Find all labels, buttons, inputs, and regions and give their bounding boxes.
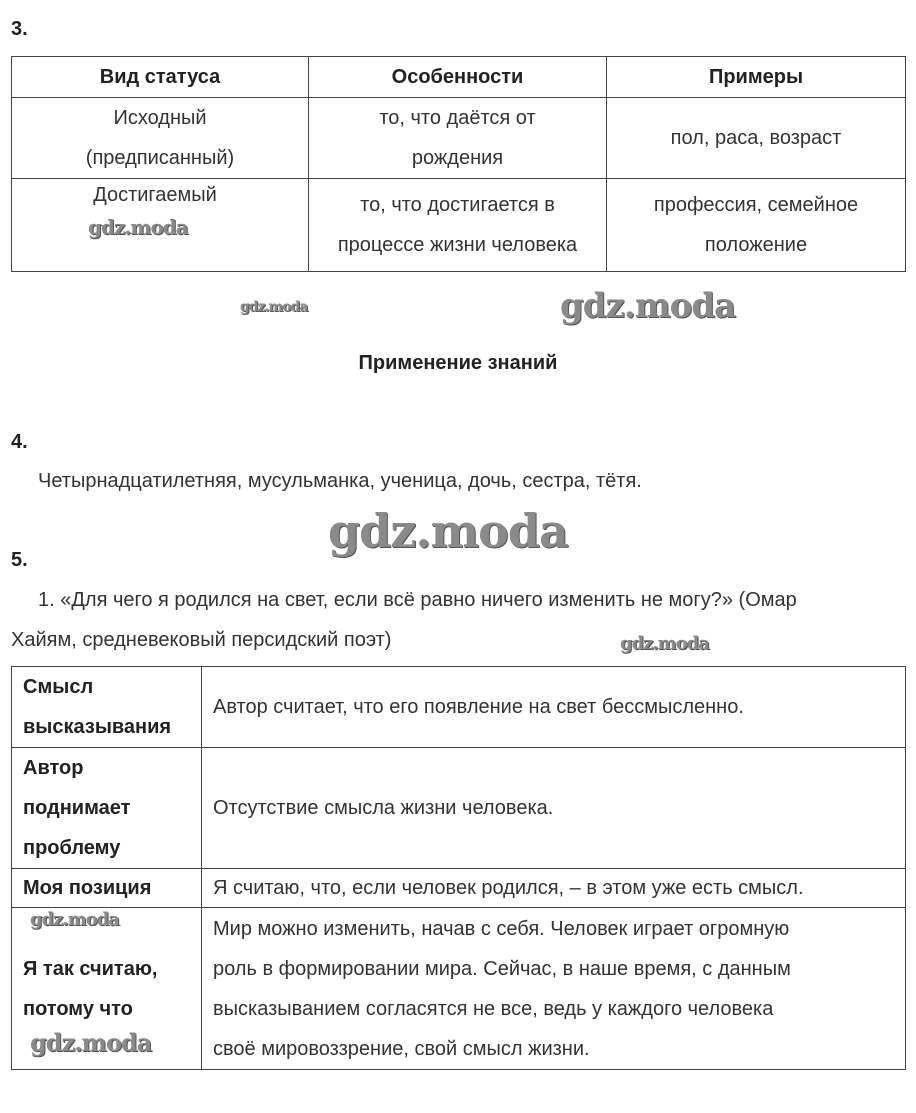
cell-line: Смысл (23, 676, 94, 698)
task-4-number: 4. (11, 431, 28, 453)
watermark: gdz.moda (30, 1028, 152, 1057)
row-label (12, 748, 202, 869)
cell-line: (предписанный) (85, 147, 235, 169)
cell-line: процессе жизни человека (337, 234, 578, 256)
header-features: Особенности (309, 57, 607, 98)
cell-line: профессия, семейное (653, 194, 859, 216)
watermark: gdz.moda (560, 286, 736, 326)
cell-line: потому что (23, 997, 133, 1020)
row-label (12, 908, 202, 1070)
status-type-cell (12, 98, 309, 179)
task-5-number: 5. (11, 549, 28, 571)
task-4-answer: Четырнадцатилетняя, мусульманка, ученица, дочь, сестра, тётя. (38, 470, 642, 492)
cell-line: пол, раса, возраст (670, 127, 842, 149)
cell-line: Исходный (113, 107, 207, 129)
cell-line: Автор (23, 757, 84, 779)
row-value (202, 908, 906, 1070)
header-examples: Примеры (607, 57, 906, 98)
table-header-row (12, 57, 906, 98)
cell-line: высказывания (23, 716, 172, 738)
watermark: gdz.moda (328, 504, 568, 558)
cell-line: высказыванием согласятся не все, ведь у каждого человека (213, 997, 774, 1020)
features-cell (309, 98, 607, 179)
cell-line: Достигаемый (93, 184, 217, 206)
cell-line: проблему (23, 837, 121, 859)
table-row (12, 908, 906, 1070)
quote-line-2: Хайям, средневековый персидский поэт) (11, 629, 392, 651)
table-row (12, 667, 906, 748)
task-3-number: 3. (11, 18, 28, 40)
cell-line: то, что достигается в (360, 194, 555, 216)
cell-line: рождения (411, 147, 504, 169)
cell-line: то, что даётся от (379, 107, 536, 129)
row-value: Я считаю, что, если человек родился, – в этом уже есть смысл. (202, 869, 906, 908)
row-label (12, 667, 202, 748)
table-row (12, 869, 906, 908)
watermark: gdz.moda (88, 215, 188, 239)
table-row (12, 179, 906, 272)
features-cell (309, 179, 607, 272)
examples-cell (607, 179, 906, 272)
table-row (12, 748, 906, 869)
cell-line: положение (704, 234, 808, 256)
row-value: Автор считает, что его появление на свет бессмысленно. (202, 667, 906, 748)
examples-cell (607, 98, 906, 179)
row-label: Моя позиция (12, 869, 202, 908)
section-title: Применение знаний (358, 352, 558, 374)
quote-line-1: 1. «Для чего я родился на свет, если всё равно ничего изменить не могу?» (Омар (38, 589, 797, 611)
cell-line: Я так считаю, (23, 957, 158, 980)
status-table (11, 56, 906, 272)
watermark: gdz.moda (620, 633, 709, 654)
row-value: Отсутствие смысла жизни человека. (202, 748, 906, 869)
status-type-cell (12, 179, 309, 272)
cell-line: Мир можно изменить, начав с себя. Человек играет огромную (213, 917, 790, 940)
cell-line: своё мировоззрение, свой смысл жизни. (213, 1037, 590, 1060)
watermark: gdz.moda (240, 299, 308, 315)
cell-line: поднимает (23, 797, 131, 819)
cell-line: роль в формировании мира. Сейчас, в наше время, с данным (213, 957, 791, 980)
table-row (12, 98, 906, 179)
quote-analysis-table (11, 666, 906, 1070)
header-status-type: Вид статуса (12, 57, 309, 98)
watermark: gdz.moda (30, 909, 119, 930)
